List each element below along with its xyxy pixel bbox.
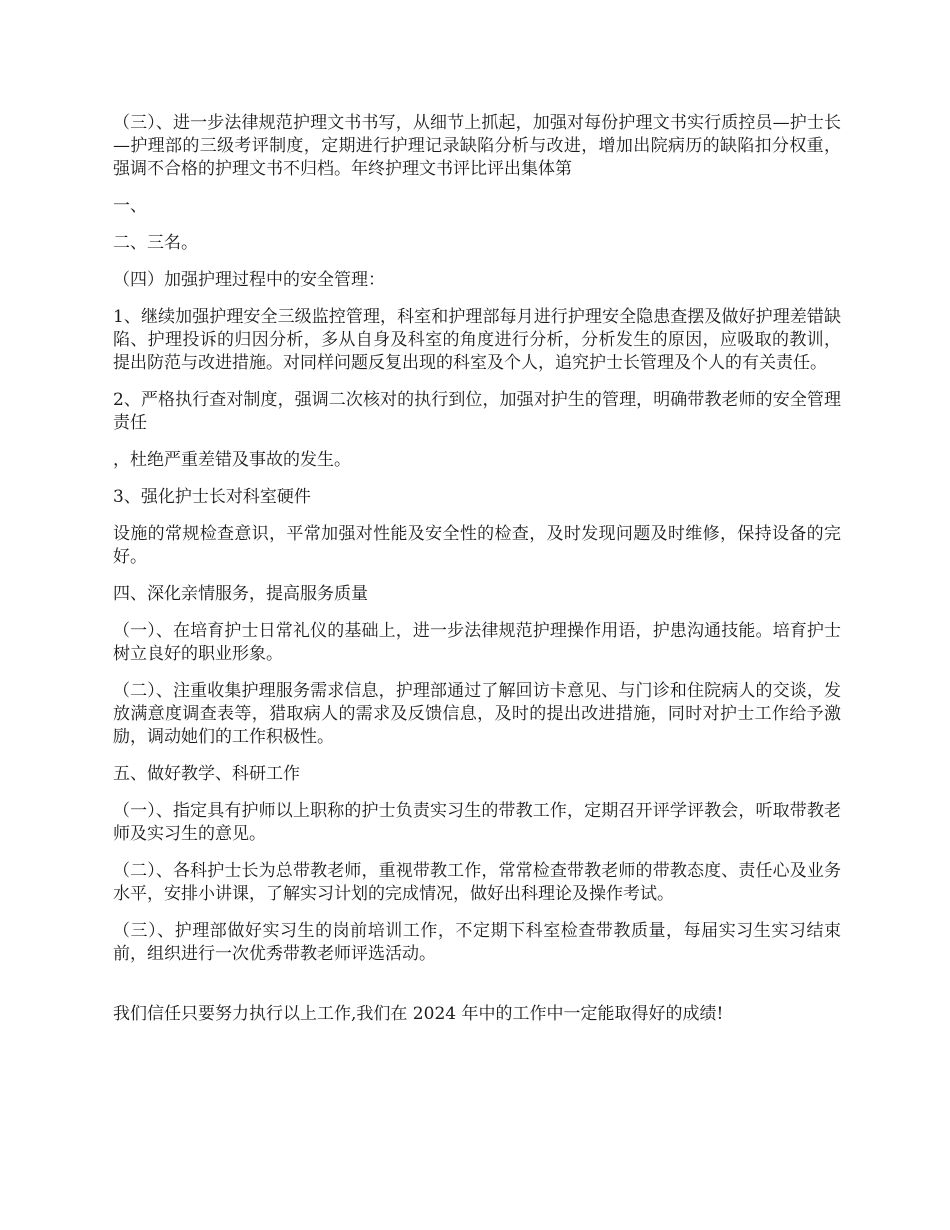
paragraph: 设施的常规检查意识，平常加强对性能及安全性的检查，及时发现问题及时维修，保持设备的完好。 [113,524,841,567]
document-body [113,112,841,980]
paragraph: （一）、指定具有护师以上职称的护士负责实习生的带教工作，定期召开评学评教会，听取带教老师及实习生的意见。 [113,801,841,844]
paragraph: 3、强化护士长对科室硬件 [113,487,311,507]
section-heading: 四、深化亲情服务，提高服务质量 [113,584,368,604]
paragraph: （二）、注重收集护理服务需求信息，护理部通过了解回访卡意见、与门诊和住院病人的交谈，发放满意度调查表等，猎取病人的需求及反馈信息，及时的提出改进措施，同时对护士工作给予激励，调动她们的工作积极性。 [113,681,841,747]
paragraph: （一）、在培育护士日常礼仪的基础上，进一步法律规范护理操作用语，护患沟通技能。培育护士树立良好的职业形象。 [113,621,841,664]
closing-statement: 我们信任只要努力执行以上工作,我们在 2024 年中的工作中一定能取得好的成绩! [113,1004,724,1024]
paragraph: （二）、各科护士长为总带教老师，重视带教工作，常常检查带教老师的带教态度、责任心及业务水平，安排小讲课，了解实习计划的完成情况，做好出科理论及操作考试。 [113,861,841,904]
section-heading: （四）加强护理过程中的安全管理： [113,270,385,290]
paragraph: 2、严格执行查对制度，强调二次核对的执行到位，加强对护生的管理，明确带教老师的安全管理责任 [113,390,841,433]
paragraph: ，杜绝严重差错及事故的发生。 [113,450,351,470]
paragraph: 一、 [113,196,147,216]
paragraph: 1、继续加强护理安全三级监控管理，科室和护理部每月进行护理安全隐患查摆及做好护理差错缺陷、护理投诉的归因分析，多从自身及科室的角度进行分析，分析发生的原因，应吸取的教训，提出防范与改进措施。对同样问题反复出现的科室及个人，追究护士长管理及个人的有关责任。 [113,307,841,373]
paragraph: 二、三名。 [113,233,198,253]
paragraph: （三）、进一步法律规范护理文书书写，从细节上抓起，加强对每份护理文书实行质控员—护士长—护理部的三级考评制度，定期进行护理记录缺陷分析与改进，增加出院病历的缺陷扣分权重，强调不合格的护理文书不归档。年终护理文书评比评出集体第 [113,113,841,179]
section-heading: 五、做好教学、科研工作 [113,764,300,784]
paragraph: （三）、护理部做好实习生的岗前培训工作，不定期下科室检查带教质量，每届实习生实习结束前，组织进行一次优秀带教老师评选活动。 [113,921,841,964]
